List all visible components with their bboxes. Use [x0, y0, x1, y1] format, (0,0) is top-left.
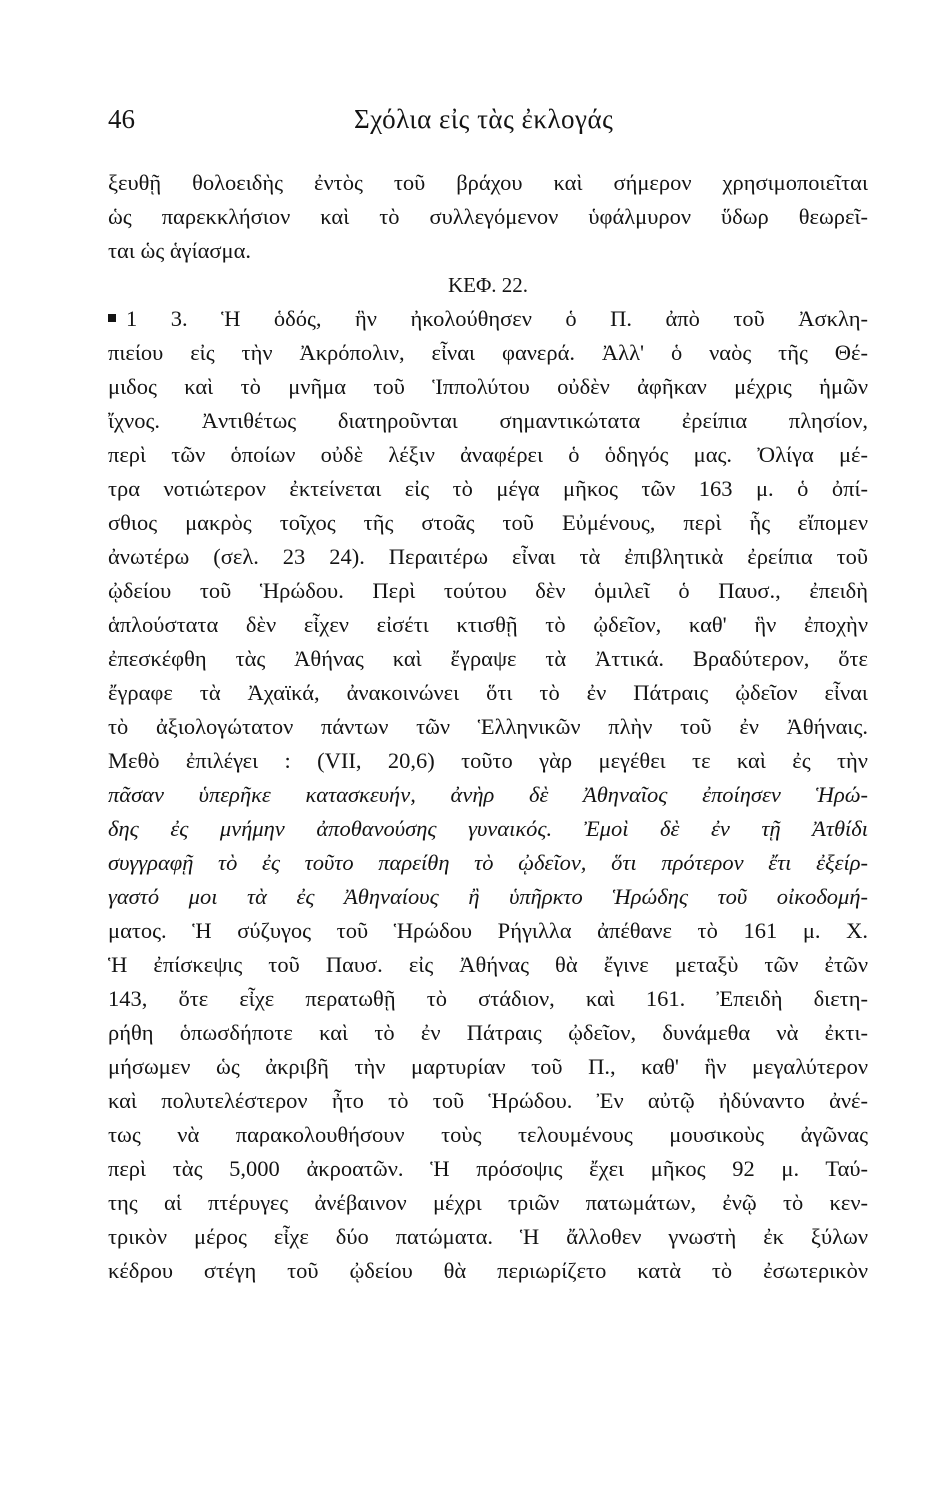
- quotation-line: δης ἐς μνήμην ἀποθανούσης γυναικός. Ἐμοὶ δὲ ἐν τῇ Ἀτθίδι: [108, 816, 868, 841]
- text-line: ἔγραφε τὰ Ἀχαϊκά, ἀνακοινώνει ὅτι τὸ ἐν Πάτραις ᾠδεῖον εἶναι: [108, 680, 868, 705]
- text-line: 143, ὅτε εἶχε περατωθῇ τὸ στάδιον, καὶ 161. Ἐπειδὴ διετη-: [108, 986, 868, 1011]
- text-line: ἴχνος. Ἀντιθέτως διατηροῦνται σημαντικώτατα ἐρείπια πλησίον,: [108, 408, 868, 433]
- text-line: Ἡ ἐπίσκεψις τοῦ Παυσ. εἰς Ἀθήνας θὰ ἔγινε μεταξὺ τῶν ἐτῶν: [108, 952, 868, 977]
- text-line: ρήθη ὁπωσδήποτε καὶ τὸ ἐν Πάτραις ᾠδεῖον, δυνάμεθα νὰ ἐκτι-: [108, 1020, 868, 1045]
- text-line: ᾠδείου τοῦ Ἡρώδου. Περὶ τούτου δὲν ὁμιλεῖ ὁ Παυσ., ἐπειδὴ: [108, 578, 868, 603]
- text-line: τρικὸν μέρος εἶχε δύο πατώματα. Ἡ ἄλλοθεν γνωστὴ ἐκ ξύλων: [108, 1224, 868, 1249]
- text-line: ὡς παρεκκλήσιον καὶ τὸ συλλεγόμενον ὑφάλμυρον ὕδωρ θεωρεῖ-: [108, 204, 868, 229]
- text-line: ται ὡς ἁγίασμα.: [108, 238, 252, 263]
- text-line: τὸ ἀξιολογώτατον πάντων τῶν Ἑλληνικῶν πλὴν τοῦ ἐν Ἀθήναις.: [108, 714, 868, 739]
- text-line: τρα νοτιώτερον ἐκτείνεται εἰς τὸ μέγα μῆκος τῶν 163 μ. ὁ ὀπί-: [108, 476, 868, 501]
- text-line: περὶ τῶν ὁποίων οὐδὲ λέξιν ἀναφέρει ὁ ὁδηγός μας. Ὀλίγα μέ-: [108, 442, 868, 467]
- page-header: [108, 104, 866, 136]
- text-line: πιείου εἰς τὴν Ἀκρόπολιν, εἶναι φανερά. Ἀλλ' ὁ ναὸς τῆς Θέ-: [108, 340, 868, 365]
- text-line: καὶ πολυτελέστερον ἦτο τὸ τοῦ Ἡρώδου. Ἐν αὐτῷ ἠδύναντο ἀνέ-: [108, 1088, 868, 1113]
- text-line: ἐπεσκέφθη τὰς Ἀθήνας καὶ ἔγραψε τὰ Ἀττικά. Βραδύτερον, ὅτε: [108, 646, 868, 671]
- text-line: τως νὰ παρακολουθήσουν τοὺς τελουμένους μουσικοὺς ἀγῶνας: [108, 1122, 868, 1147]
- running-title: Σχόλια εἰς τὰς ἐκλογάς: [354, 104, 614, 134]
- chapter-heading: ΚΕΦ. 22.: [447, 273, 529, 297]
- text-line: ἁπλούστατα δὲν εἶχεν εἰσέτι κτισθῇ τὸ ᾠδεῖον, καθ' ἣν ἐποχὴν: [108, 612, 868, 637]
- text-line: κέδρου στέγη τοῦ ᾠδείου θὰ περιωρίζετο κατὰ τὸ ἐσωτερικὸν: [108, 1258, 868, 1283]
- text-line: περὶ τὰς 5,000 ἀκροατῶν. Ἡ πρόσοψις ἔχει μῆκος 92 μ. Ταύ-: [108, 1156, 868, 1181]
- quotation-line: γαστό μοι τὰ ἐς Ἀθηναίους ἢ ὑπῆρκτο Ἡρώδης τοῦ οἰκοδομή-: [108, 884, 868, 909]
- text-line: ἀνωτέρω (σελ. 23 24). Περαιτέρω εἶναι τὰ ἐπιβλητικὰ ἐρείπια τοῦ: [108, 544, 868, 569]
- paragraph-start: [108, 302, 868, 336]
- text-line: Μεθὸ ἐπιλέγει : (VII, 20,6) τοῦτο γὰρ μεγέθει τε καὶ ἐς τὴν: [108, 748, 868, 773]
- text-line: μήσωμεν ὡς ἀκριβῆ τὴν μαρτυρίαν τοῦ Π., καθ' ἣν μεγαλύτερον: [108, 1054, 868, 1079]
- text-line: μιδος καὶ τὸ μνῆμα τοῦ Ἱππολύτου οὐδὲν ἀφῆκαν μέχρις ἡμῶν: [108, 374, 868, 399]
- section-marker-icon: [108, 314, 116, 322]
- body-text: [108, 166, 868, 1288]
- page-number: 46: [108, 104, 135, 134]
- quotation-line: πᾶσαν ὑπερῆκε κατασκευήν, ἀνὴρ δὲ Ἀθηναῖος ἐποίησεν Ἡρώ-: [108, 782, 868, 807]
- text-line: 1 3. Ἡ ὁδός, ἣν ἠκολούθησεν ὁ Π. ἀπὸ τοῦ Ἀσκλη-: [126, 306, 868, 331]
- text-line: ξευθῇ θολοειδὴς ἐντὸς τοῦ βράχου καὶ σήμερον χρησιμοποιεῖται: [108, 170, 868, 195]
- text-line: ματος. Ἡ σύζυγος τοῦ Ἡρώδου Ρήγιλλα ἀπέθανε τὸ 161 μ. Χ.: [108, 918, 868, 943]
- quotation-line: συγγραφῇ τὸ ἐς τοῦτο παρείθη τὸ ᾠδεῖον, ὅτι πρότερον ἔτι ἐξείρ-: [108, 850, 868, 875]
- text-line: σθιος μακρὸς τοῖχος τῆς στοᾶς τοῦ Εὐμένους, περὶ ἧς εἴπομεν: [108, 510, 868, 535]
- text-line: της αἱ πτέρυγες ἀνέβαινον μέχρι τριῶν πατωμάτων, ἐνῷ τὸ κεν-: [108, 1190, 868, 1215]
